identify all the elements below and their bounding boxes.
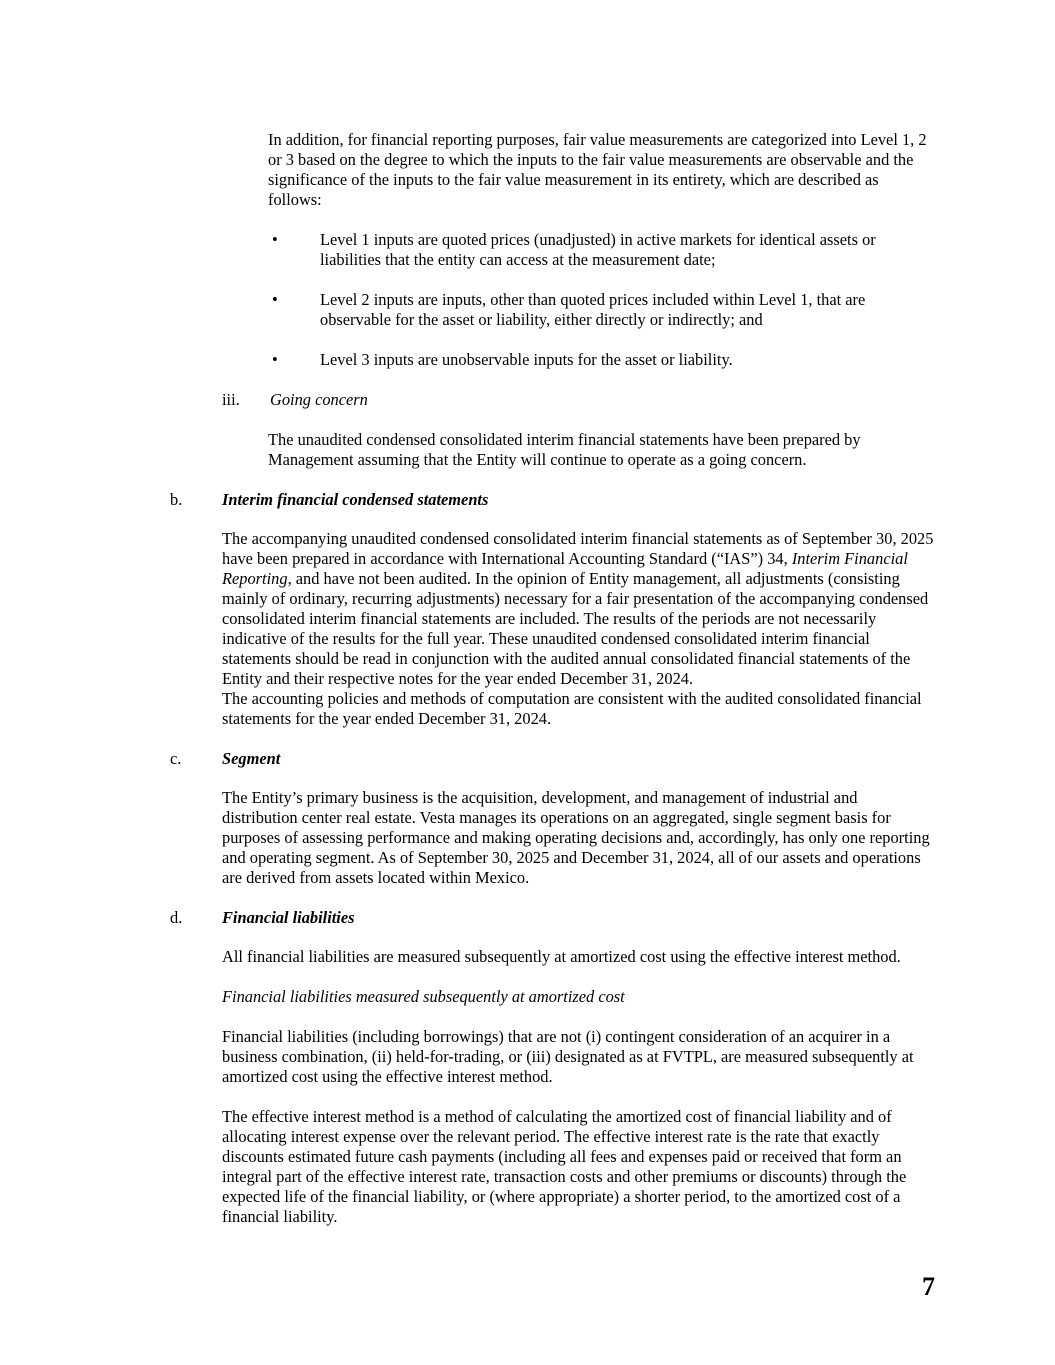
page-number: 7 xyxy=(922,1272,935,1301)
paragraph-text: The accompanying unaudited condensed consolidated interim financial statements as of September 30, 2025 have been prepared in accordance with International Accounting Standard (“IAS”) 34, xyxy=(222,529,934,568)
bullet-text: Level 2 inputs are inputs, other than quoted prices included within Level 1, that are observable for the asset or liability, either directly or indirectly; and xyxy=(320,290,866,329)
italic-citation: Interim Financial Reporting xyxy=(222,549,908,588)
section-c-paragraph: The Entity’s primary business is the acquisition, development, and management of industrial and distribution center real estate. Vesta manages its operations on an aggregated, single segment basis for purposes of assessing performance and making operating decisions and, accordingly, has only one reporting and operating segment. As of September 30, 2025 and December 31, 2024, all of our assets and operations are derived from assets located within Mexico. xyxy=(222,788,930,887)
section-label: c. xyxy=(170,749,182,768)
section-label: b. xyxy=(170,490,183,509)
section-heading-c xyxy=(170,749,1055,769)
section-d-paragraph-3: The effective interest method is a method of calculating the amortized cost of financial liability and of allocating interest expense over the relevant period. The effective interest rate is the rate that exactly discounts estimated future cash payments (including all fees and expenses paid or received that form an integral part of the effective interest rate, transaction costs and other premiums or discounts) through the expected life of the financial liability, or (where appropriate) a shorter period, to the amortized cost of a financial liability. xyxy=(222,1107,907,1226)
going-concern-paragraph: The unaudited condensed consolidated interim financial statements have been prepared by Management assuming that the Entity will continue to operate as a going concern. xyxy=(268,430,861,469)
section-title: Interim financial condensed statements xyxy=(222,490,489,509)
paragraph-text: , and have not been audited. In the opinion of Entity management, all adjustments (consisting mainly of ordinary, recurring adjustments) necessary for a fair presentation of the accompanying condensed consolidated interim financial statements are included. The results of the periods are not necessarily indicative of the results for the full year. These unaudited condensed consolidated interim financial statements should be read in conjunction with the audited annual consolidated financial statements of the Entity and their respective notes for the year ended December 31, 2024. xyxy=(222,569,929,688)
bullet-list xyxy=(0,230,1055,370)
section-d-paragraph-1: All financial liabilities are measured subsequently at amortized cost using the effective interest method. xyxy=(222,947,901,966)
section-d-subheading: Financial liabilities measured subsequently at amortized cost xyxy=(222,987,625,1006)
bullet-icon: • xyxy=(272,350,278,369)
subsection-title: Going concern xyxy=(270,390,368,409)
intro-paragraph: In addition, for financial reporting purposes, fair value measurements are categorized into Level 1, 2 or 3 based on the degree to which the inputs to the fair value measurements are observable and the significance of the inputs to the fair value measurement in its entirety, which are described as follows: xyxy=(268,130,927,209)
bullet-item xyxy=(272,290,936,330)
section-b-paragraph-2: The accounting policies and methods of computation are consistent with the audited consolidated financial statements for the year ended December 31, 2024. xyxy=(222,689,922,728)
bullet-icon: • xyxy=(272,230,278,249)
section-title: Segment xyxy=(222,749,281,768)
section-label: d. xyxy=(170,908,183,927)
section-b-paragraph-1 xyxy=(222,529,936,689)
bullet-text: Level 3 inputs are unobservable inputs for the asset or liability. xyxy=(320,350,733,369)
bullet-icon: • xyxy=(272,290,278,309)
section-heading-d xyxy=(170,908,1055,928)
bullet-item xyxy=(272,350,936,370)
section-title: Financial liabilities xyxy=(222,908,355,927)
section-heading-b xyxy=(170,490,1055,510)
subsection-label: iii. xyxy=(222,390,240,409)
bullet-text: Level 1 inputs are quoted prices (unadjusted) in active markets for identical assets or liabilities that the entity can access at the measurement date; xyxy=(320,230,876,269)
subsection-heading-going-concern xyxy=(222,390,1055,410)
bullet-item xyxy=(272,230,936,270)
section-d-paragraph-2: Financial liabilities (including borrowings) that are not (i) contingent consideration of an acquirer in a business combination, (ii) held-for-trading, or (iii) designated as at FVTPL, are measured subsequently at amortized cost using the effective interest method. xyxy=(222,1027,914,1086)
